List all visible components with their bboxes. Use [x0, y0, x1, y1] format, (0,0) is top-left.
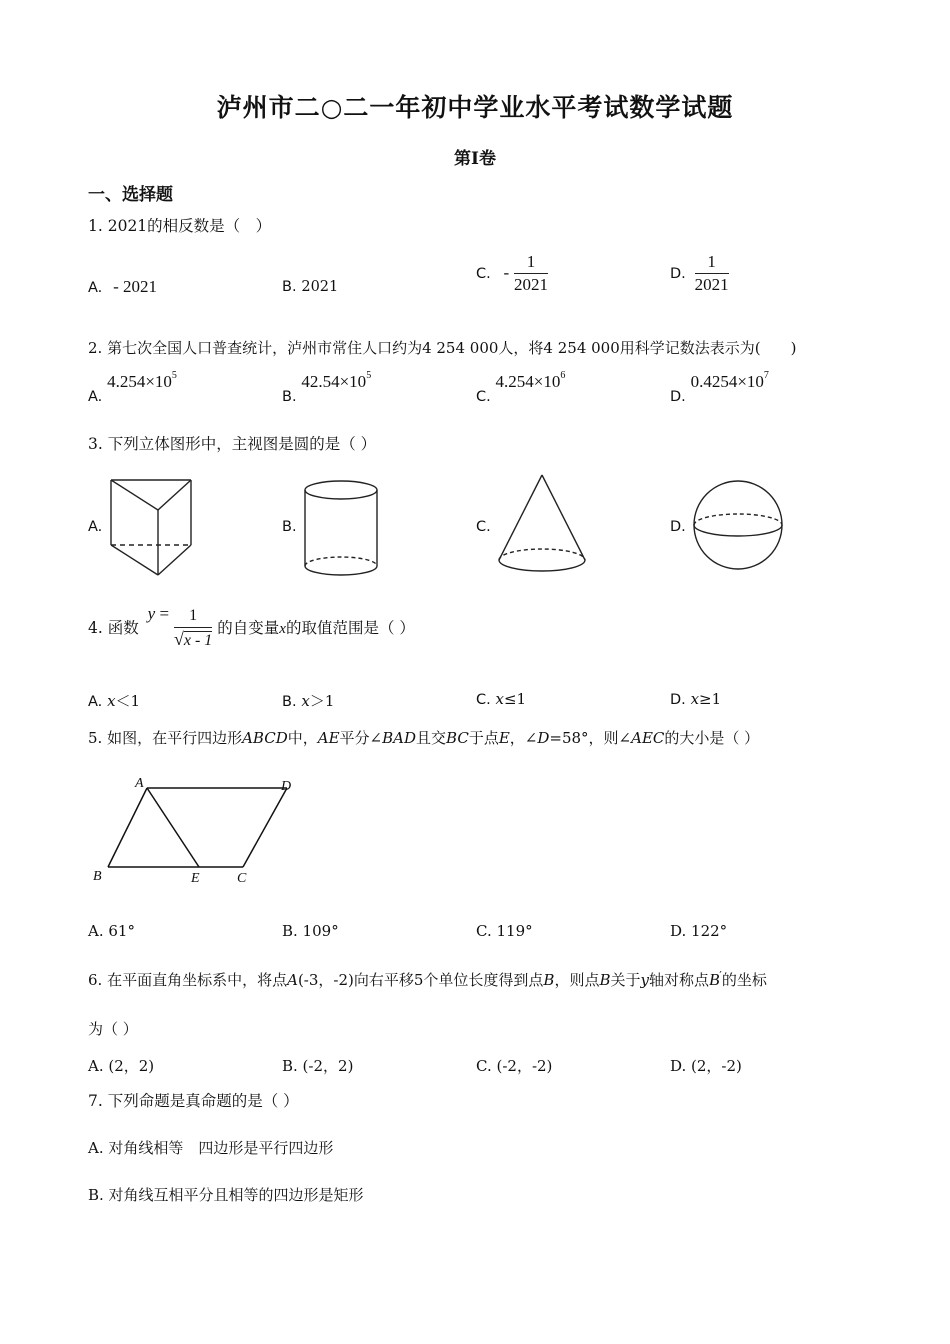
- q6-text: ，则点: [554, 971, 600, 989]
- q7-option-a[interactable]: A. 对角线相等 四边形是平行四边形: [88, 1139, 334, 1157]
- mantissa: 42.54: [301, 372, 340, 391]
- option-label: B.: [282, 694, 297, 710]
- times-ten: ×10: [339, 372, 367, 391]
- option-label: A.: [88, 280, 103, 296]
- q5-text: 中，: [287, 729, 318, 747]
- q5-var: E: [498, 729, 510, 747]
- mantissa: 4.254: [495, 372, 534, 391]
- q5-text: 5. 如图，在平行四边形: [88, 729, 243, 747]
- q4-suffix-1: 的自变量: [217, 619, 280, 637]
- option-var: x: [107, 692, 116, 710]
- q5-var: ABCD: [242, 729, 288, 747]
- q5-option-a[interactable]: A. 61°: [88, 922, 135, 940]
- option-label: B.: [282, 279, 297, 295]
- exponent: 5: [171, 370, 177, 381]
- sphere-figure[interactable]: [692, 480, 787, 575]
- page-title: 泸州市二○二一年初中学业水平考试数学试题: [216, 93, 734, 122]
- q6-var: y: [640, 971, 649, 989]
- q6-text: 关于: [610, 971, 641, 989]
- question-4-stem: [88, 606, 415, 652]
- option-label: A.: [88, 694, 103, 710]
- radicand: x - 1: [183, 632, 213, 649]
- q4-prefix: 4. 函数: [88, 619, 139, 637]
- option-var: x: [301, 692, 310, 710]
- fraction-numerator: 1: [695, 252, 729, 274]
- option-value: 2021: [301, 279, 339, 295]
- q2-option-d[interactable]: [670, 370, 769, 405]
- q4-option-d[interactable]: [670, 690, 721, 708]
- q6-option-a[interactable]: A. (2，2): [88, 1057, 155, 1075]
- function-fraction: [174, 606, 212, 652]
- q1-option-a[interactable]: [88, 277, 157, 297]
- option-label: C.: [476, 389, 491, 405]
- q5-var: D: [537, 729, 550, 747]
- mantissa: 4.254: [107, 372, 146, 391]
- q6-var: B: [543, 971, 555, 989]
- point-d-label: D: [281, 779, 292, 794]
- question-6-line-1: [88, 969, 767, 990]
- option-label: A.: [88, 389, 103, 405]
- exponent: 7: [763, 370, 769, 381]
- q5-option-b[interactable]: B. 109°: [282, 922, 339, 940]
- q6-option-d[interactable]: D. (2，-2): [670, 1057, 742, 1075]
- cylinder-figure[interactable]: [300, 478, 385, 583]
- variable-y: y: [147, 604, 156, 623]
- option-rel: ＜1: [115, 692, 141, 710]
- q5-text: ，∠: [509, 729, 538, 747]
- q6-var: A: [287, 971, 298, 989]
- point-c-label: C: [237, 871, 247, 886]
- question-1-stem: 1. 2021的相反数是（ ）: [88, 217, 272, 235]
- times-ten: ×10: [737, 372, 764, 391]
- fraction-denominator: 2021: [694, 275, 729, 294]
- point-e-label: E: [191, 871, 200, 886]
- q5-option-d[interactable]: D. 122°: [670, 922, 728, 940]
- option-rel: ＞1: [309, 692, 335, 710]
- q4-denominator: √x - 1: [173, 629, 213, 649]
- option-label: D.: [670, 389, 686, 405]
- q6-option-c[interactable]: C. (-2，-2): [476, 1057, 553, 1075]
- option-label: C.: [476, 266, 491, 282]
- volume-heading: 第Ⅰ卷: [454, 149, 496, 169]
- q4-suffix-2: 的取值范围是（ ）: [285, 619, 415, 637]
- option-var: x: [495, 690, 504, 708]
- cone-figure[interactable]: [494, 470, 594, 580]
- q5-option-c[interactable]: C. 119°: [476, 922, 533, 940]
- question-3-stem: 3. 下列立体图形中，主视图是圆的是（ ）: [88, 435, 377, 453]
- point-a-label: A: [135, 776, 144, 791]
- option-label: D.: [670, 266, 686, 282]
- question-7-stem: 7. 下列命题是真命题的是（ ）: [88, 1092, 299, 1110]
- variable-x: x: [279, 621, 286, 637]
- q6-var: B: [599, 971, 611, 989]
- q6-text: 的坐标: [721, 971, 767, 989]
- option-value: - 2021: [113, 277, 157, 296]
- q3-option-a-label[interactable]: A.: [88, 519, 103, 535]
- q3-option-b-label[interactable]: B.: [282, 519, 297, 535]
- q5-text: 的大小是（ ）: [664, 729, 760, 747]
- exponent: 6: [560, 370, 566, 381]
- q5-var: AEC: [631, 729, 665, 747]
- fraction-numerator: 1: [514, 252, 548, 274]
- q4-option-b[interactable]: [282, 690, 334, 711]
- parallelogram-figure[interactable]: [90, 772, 310, 892]
- option-rel: ≤1: [503, 690, 527, 708]
- q5-text: =58°，则∠: [549, 729, 632, 747]
- times-ten: ×10: [533, 372, 561, 391]
- q6-text: 轴对称点: [649, 971, 710, 989]
- prime-mark: ′: [719, 969, 722, 982]
- equals-sign: =: [159, 604, 170, 623]
- question-2-stem: 2. 第七次全国人口普查统计，泸州市常住人口约为4 254 000人，将4 254 000用科学记数法表示为( ): [88, 339, 797, 357]
- q7-option-b[interactable]: B. 对角线互相平分且相等的四边形是矩形: [88, 1186, 364, 1204]
- point-b-label: B: [93, 869, 102, 884]
- exponent: 5: [366, 370, 372, 381]
- q5-var: BC: [446, 729, 469, 747]
- q5-text: 平分∠: [339, 729, 383, 747]
- q6-text: (-3，-2)向右平移5个单位长度得到点: [297, 971, 544, 989]
- option-label: B.: [282, 389, 297, 405]
- q4-option-a[interactable]: [88, 690, 140, 711]
- q6-option-b[interactable]: B. (-2，2): [282, 1057, 354, 1075]
- question-5-stem: [88, 727, 759, 748]
- fraction: [695, 252, 729, 296]
- q4-option-c[interactable]: [476, 690, 526, 708]
- q5-var: BAD: [382, 729, 417, 747]
- option-label: D.: [670, 692, 686, 708]
- q5-text: 且交: [416, 729, 447, 747]
- q2-option-c[interactable]: [476, 370, 566, 405]
- times-ten: ×10: [145, 372, 172, 391]
- q5-var: AE: [317, 729, 340, 747]
- fraction: [514, 252, 548, 296]
- q4-numerator: 1: [174, 606, 212, 628]
- fraction-denominator: 2021: [513, 275, 548, 294]
- triangular-prism-figure[interactable]: [105, 475, 200, 580]
- q5-text: 于点: [468, 729, 499, 747]
- q2-option-a[interactable]: [88, 370, 177, 405]
- q1-option-d[interactable]: [670, 252, 729, 296]
- section-heading: 一、选择题: [88, 185, 173, 205]
- q1-option-b[interactable]: [282, 277, 338, 295]
- q1-option-c[interactable]: [476, 252, 548, 296]
- mantissa: 0.4254: [690, 372, 738, 391]
- q6-text: 6. 在平面直角坐标系中，将点: [88, 971, 288, 989]
- minus-sign: -: [503, 263, 510, 282]
- q6-var: B: [709, 970, 720, 989]
- q3-option-c-label[interactable]: C.: [476, 519, 491, 535]
- option-rel: ≥1: [699, 690, 722, 708]
- question-6-line-2: 为（ ）: [88, 1020, 138, 1038]
- option-label: C.: [476, 692, 491, 708]
- option-var: x: [690, 690, 700, 708]
- q3-option-d-label[interactable]: D.: [670, 519, 686, 535]
- q2-option-b[interactable]: [282, 370, 372, 405]
